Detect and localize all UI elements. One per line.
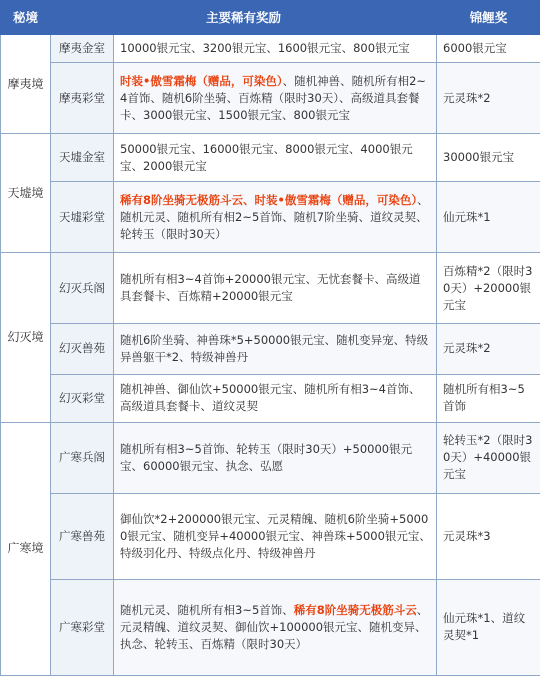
room-cell: 广寒兵阁 xyxy=(51,422,114,493)
reward-highlight: 稀有8阶坐骑无极筋斗云 xyxy=(293,602,417,617)
koi-cell: 元灵珠*2 xyxy=(437,324,540,374)
table-row xyxy=(1,134,540,182)
table-row xyxy=(1,35,540,63)
koi-cell: 6000银元宝 xyxy=(437,35,540,63)
room-cell: 天墟金室 xyxy=(51,134,114,182)
reward-text: 随机6阶坐骑、神兽珠*5+50000银元宝、随机变异宠、特级异兽躯干*2、特级神兽丹 xyxy=(120,332,429,364)
reward-cell xyxy=(114,63,437,134)
reward-cell xyxy=(114,374,437,422)
reward-text: 、元灵精魄、道纹灵契、御仙饮+100000银元宝、随机变异、执念、轮转玉、百炼精（限时30天） xyxy=(120,602,429,651)
realm-cell: 摩夷境 xyxy=(1,35,51,134)
reward-text: 50000银元宝、16000银元宝、8000银元宝、4000银元宝、2000银元宝 xyxy=(120,141,413,173)
reward-cell xyxy=(114,35,437,63)
room-cell: 摩夷金室 xyxy=(51,35,114,63)
header-row xyxy=(1,1,540,35)
reward-text: 随机元灵、随机所有相3~5首饰、 xyxy=(120,602,294,617)
reward-highlight: 时装•傲雪霜梅（赠品，可染色） xyxy=(120,73,283,88)
room-cell: 幻灭兵阁 xyxy=(51,253,114,324)
reward-text: 、随机神兽、随机所有相2~4首饰、随机6阶坐骑、百炼精（限时30天）、高级道具套餐卡、3000银元宝、1500银元宝、800银元宝 xyxy=(120,73,427,122)
reward-cell xyxy=(114,324,437,374)
reward-highlight: 稀有8阶坐骑无极筋斗云、时装•傲雪霜梅（赠品，可染色） xyxy=(120,192,418,207)
table-row xyxy=(1,63,540,134)
table-row xyxy=(1,374,540,422)
reward-cell xyxy=(114,493,437,579)
reward-cell xyxy=(114,182,437,253)
table-row xyxy=(1,324,540,374)
koi-cell: 仙元珠*1 xyxy=(437,182,540,253)
header-realm: 秘境 xyxy=(1,1,51,35)
table-row xyxy=(1,579,540,675)
koi-cell: 元灵珠*3 xyxy=(437,493,540,579)
room-cell: 广寒兽苑 xyxy=(51,493,114,579)
table-row xyxy=(1,493,540,579)
table-row xyxy=(1,182,540,253)
reward-text: 10000银元宝、3200银元宝、1600银元宝、800银元宝 xyxy=(120,41,410,56)
realm-cell: 幻灭境 xyxy=(1,253,51,422)
koi-cell: 百炼精*2（限时30天）+20000银元宝 xyxy=(437,253,540,324)
realm-cell: 广寒境 xyxy=(1,422,51,675)
reward-text: 随机所有相3~5首饰、轮转玉（限时30天）+50000银元宝、60000银元宝、执念、弘愿 xyxy=(120,441,413,473)
room-cell: 摩夷彩堂 xyxy=(51,63,114,134)
room-cell: 幻灭兽苑 xyxy=(51,324,114,374)
koi-cell: 轮转玉*2（限时30天）+40000银元宝 xyxy=(437,422,540,493)
room-cell: 天墟彩堂 xyxy=(51,182,114,253)
reward-cell xyxy=(114,579,437,675)
header-reward: 主要稀有奖励 xyxy=(51,1,437,35)
table-row xyxy=(1,422,540,493)
koi-cell: 30000银元宝 xyxy=(437,134,540,182)
koi-cell: 仙元珠*1、道纹灵契*1 xyxy=(437,579,540,675)
koi-cell: 元灵珠*2 xyxy=(437,63,540,134)
realm-cell: 天墟境 xyxy=(1,134,51,253)
reward-cell xyxy=(114,134,437,182)
reward-text: 随机神兽、御仙饮+50000银元宝、随机所有相3~4首饰、高级道具套餐卡、道纹灵契 xyxy=(120,382,421,414)
room-cell: 广寒彩堂 xyxy=(51,579,114,675)
reward-text: 随机所有相3~4首饰+20000银元宝、无忧套餐卡、高级道具套餐卡、百炼精+20000银元宝 xyxy=(120,272,421,304)
reward-cell xyxy=(114,422,437,493)
reward-text: 御仙饮*2+200000银元宝、元灵精魄、随机6阶坐骑+50000银元宝、随机变异+40000银元宝、神兽珠+5000银元宝、特级羽化丹、特级点化丹、特级神兽丹 xyxy=(120,511,431,560)
reward-cell xyxy=(114,253,437,324)
table-row xyxy=(1,253,540,324)
reward-text: 、随机元灵、随机所有相2~5首饰、随机7阶坐骑、道纹灵契、轮转玉（限时30天） xyxy=(120,192,429,241)
room-cell: 幻灭彩堂 xyxy=(51,374,114,422)
header-koi: 锦鲤奖 xyxy=(437,1,540,35)
koi-cell: 随机所有相3~5首饰 xyxy=(437,374,540,422)
